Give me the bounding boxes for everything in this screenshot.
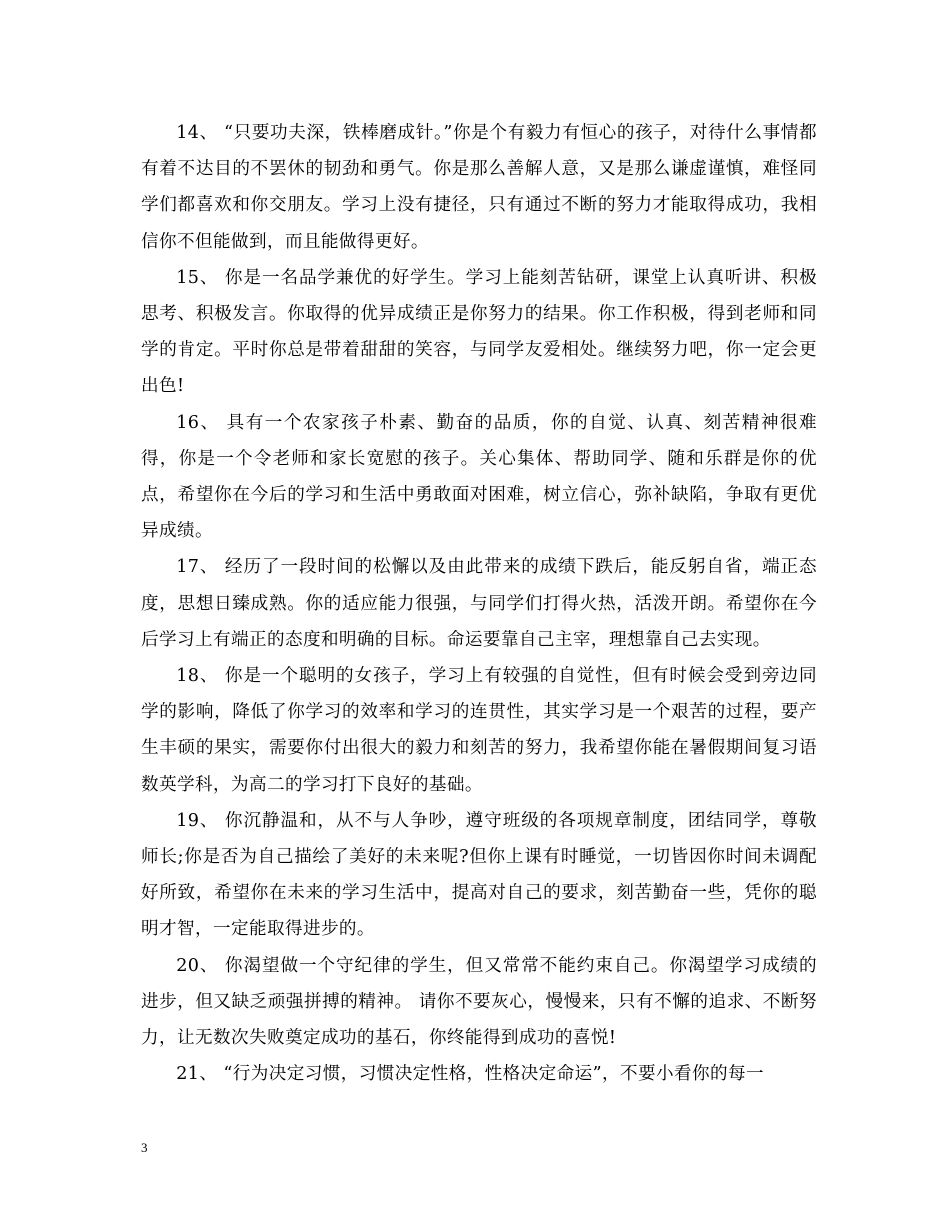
comment-paragraph-15: 15、 你是一名品学兼优的好学生。学习上能刻苦钻研，课堂上认真听讲、积极思考、积极发言。你取得的优异成绩正是你努力的结果。你工作积极，得到老师和同学的肯定。平时你总是带着甜甜的笑容，与同学友爱相处。继续努力吧，你一定会更出色! [141, 267, 817, 397]
comment-paragraph-21: 21、 “行为决定习惯，习惯决定性格，性格决定命运”，不要小看你的每一 [176, 1064, 764, 1085]
comment-paragraph-17: 17、 经历了一段时间的松懈以及由此带来的成绩下跌后，能反躬自省，端正态度，思想日臻成熟。你的适应能力很强，与同学们打得火热，活泼开朗。希望你在今后学习上有端正的态度和明确的目标。命运要靠自己主宰，理想靠自己去实现。 [141, 557, 817, 650]
comment-paragraph-16: 16、 具有一个农家孩子朴素、勤奋的品质，你的自觉、认真、刻苦精神很难得，你是一个令老师和家长宽慰的孩子。关心集体、帮助同学、随和乐群是你的优点，希望你在今后的学习和生活中勇敢面对困难，树立信心，弥补缺陷，争取有更优异成绩。 [141, 412, 817, 542]
comment-paragraph-20: 20、 你渴望做一个守纪律的学生，但又常常不能约束自己。你渴望学习成绩的进步，但又缺乏顽强拼搏的精神。 请你不要灰心，慢慢来，只有不懈的追求、不断努力，让无数次失败奠定成功的基石，你终能得到成功的喜悦! [141, 955, 817, 1049]
comment-paragraph-18: 18、 你是一个聪明的女孩子，学习上有较强的自觉性，但有时候会受到旁边同学的影响，降低了你学习的效率和学习的连贯性，其实学习是一个艰苦的过程，要产生丰硕的果实，需要你付出很大的毅力和刻苦的努力，我希望你能在暑假期间复习语数英学科，为高二的学习打下良好的基础。 [141, 666, 817, 795]
page-number: 3 [141, 1140, 148, 1155]
comment-paragraph-14: 14、 “只要功夫深，铁棒磨成针。”你是个有毅力有恒心的孩子，对待什么事情都有着不达目的不罢休的韧劲和勇气。你是那么善解人意，又是那么谦虚谨慎，难怪同学们都喜欢和你交朋友。学习上没有捷径，只有通过不断的努力才能取得成功，我相信你不但能做到，而且能做得更好。 [141, 123, 817, 252]
document-body [141, 115, 817, 1092]
comment-paragraph-19: 19、 你沉静温和，从不与人争吵，遵守班级的各项规章制度，团结同学，尊敬师长;你是否为自己描绘了美好的未来呢?但你上课有时睡觉，一切皆因你时间未调配好所致，希望你在未来的学习生活中，提高对自己的要求，刻苦勤奋一些，凭你的聪明才智，一定能取得进步的。 [141, 810, 817, 940]
